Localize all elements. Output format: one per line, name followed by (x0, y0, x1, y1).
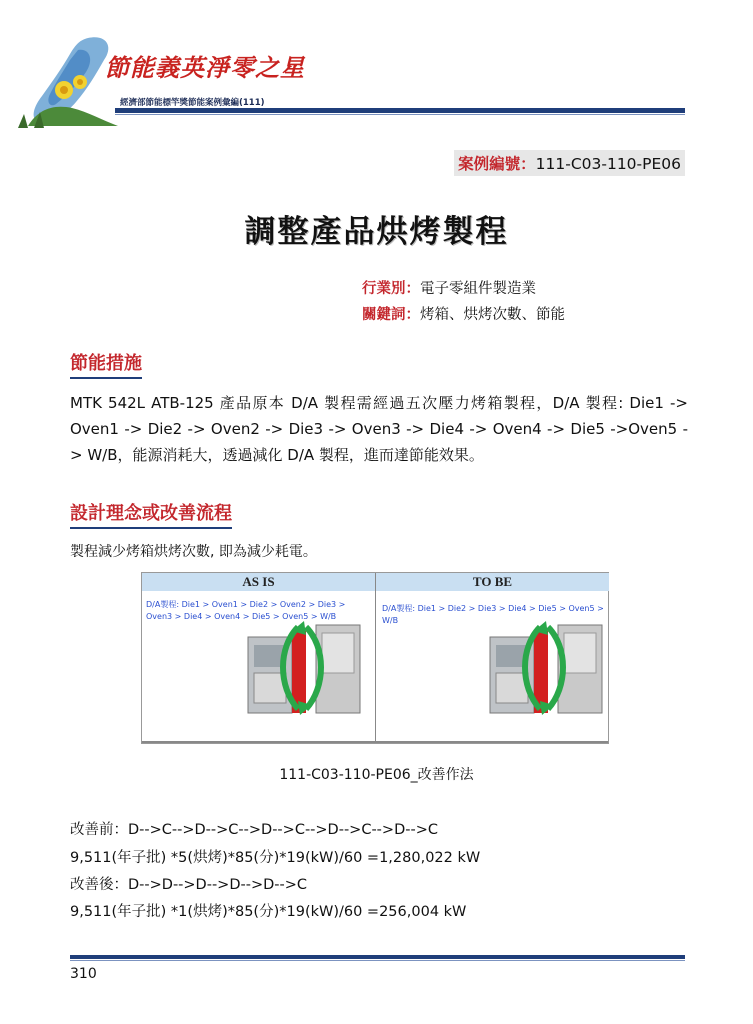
header-rule-thin (115, 114, 685, 115)
after-formula: 9,511(年子批) *1(烘烤)*85(分)*19(kW)/60 =256,004 kW (70, 904, 467, 920)
before-formula: 9,511(年子批) *5(烘烤)*85(分)*19(kW)/60 =1,280,022 kW (70, 850, 481, 866)
after-process: 改善後：D-->D-->D-->D-->D-->C (70, 877, 308, 893)
footer-rule (70, 955, 685, 959)
asis-header: AS IS (142, 573, 375, 591)
design-paragraph: 製程減少烤箱烘烤次數, 即為減少耗電。 (70, 544, 317, 560)
figure-divider (375, 573, 376, 743)
keywords-label: 關鍵詞： (362, 307, 420, 323)
tobe-header: TO BE (376, 573, 609, 591)
industry-line (362, 277, 536, 298)
figure-caption: 111-C03-110-PE06_改善作法 (279, 767, 474, 783)
industry-label: 行業別： (362, 281, 420, 297)
case-id (454, 150, 685, 176)
logo-title: 節能義英淨零之星 (105, 53, 305, 82)
header-rule (115, 108, 685, 113)
oven-cycle-icon-asis (246, 617, 366, 717)
case-id-label: 案例編號： (458, 155, 536, 173)
section-heading-design: 設計理念或改善流程 (70, 499, 232, 529)
oven-cycle-icon-tobe (488, 617, 608, 717)
case-id-value: 111-C03-110-PE06 (535, 155, 681, 173)
before-process: 改善前：D-->C-->D-->C-->D-->C-->D-->C-->D-->C (70, 822, 438, 838)
process-figure (141, 572, 609, 744)
section-heading-measures: 節能措施 (70, 349, 142, 379)
page-number: 310 (70, 966, 97, 982)
tobe-flow-text: D/A製程: Die1 > Die2 > Die3 > Die4 > Die5 > Oven5 > W/B (382, 604, 604, 625)
page-title: 調整產品烘烤製程 (244, 214, 509, 250)
asis-flow-text: D/A製程: Die1 > Oven1 > Die2 > Oven2 > Die3 > Oven3 > Die4 > Oven4 > Die5 > Oven5 > W/B (146, 600, 346, 621)
keywords-line (362, 303, 565, 324)
logo-subtitle: 經濟部節能標竿獎節能案例彙編(111) (120, 98, 265, 108)
figure-bottom-rule (142, 741, 608, 743)
keywords-value: 烤箱、烘烤次數、節能 (420, 307, 565, 323)
industry-value: 電子零組件製造業 (420, 281, 536, 297)
footer-rule-thin (70, 960, 685, 961)
measures-paragraph: MTK 542L ATB-125 產品原本 D/A 製程需經過五次壓力烤箱製程，D/A 製程: Die1 -> Oven1 -> Die2 -> Oven2 -> Die3 -> Oven3 -> Die4 -> Oven4 -> Die5 ->Oven5 -> W/B，能源消耗大，透過減化 D/A 製程，進而達節能效果。 (70, 394, 688, 464)
